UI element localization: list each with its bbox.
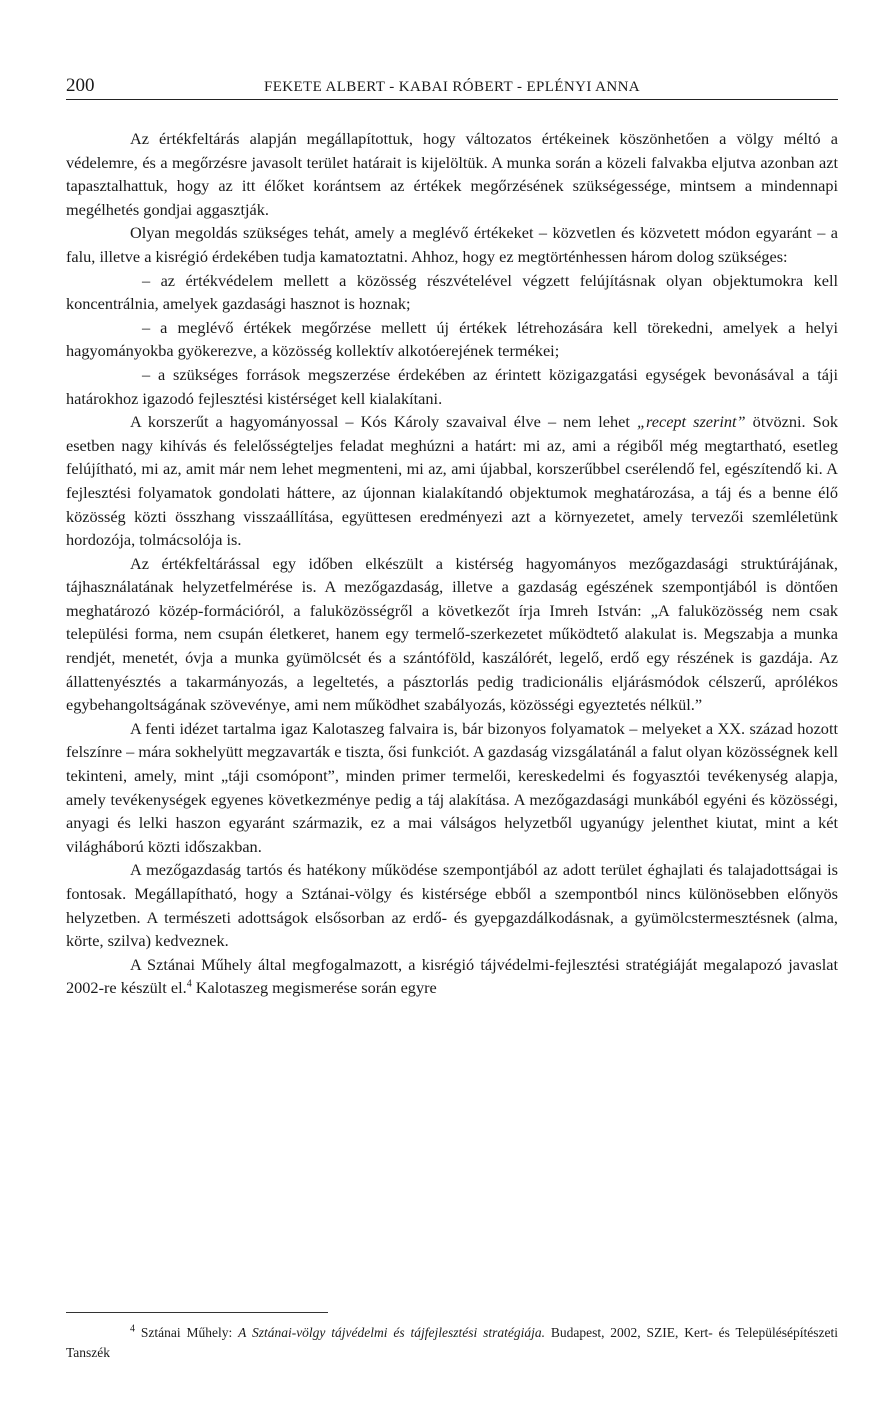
list-item: – a szükséges források megszerzése érdekében az érintett közigazgatási egységek bevonásával a táji határokhoz igazodó fejlesztési kistérséget kell kialakítani. [66,364,838,408]
footnote-divider [66,1312,328,1313]
paragraph [66,410,838,552]
paragraph: A fenti idézet tartalma igaz Kalotaszeg falvaira is, bár bizonyos folyamatok – melyeket a XX. század hozott felszínre – mára sokhelyütt megzavarták e tiszta, ősi funkciót. A gazdaság vizsgálatánál a falut olyan közösségnek kell tekinteni, amely, mint „táji csomópont”, minden primer termelői, kereskedelmi és fogyasztói tevékenység alapja, amely tevékenységek egyenes következménye pedig a táj alakítása. A mezőgazdasági munkából egyéni és közösségi, anyagi és lelki haszon egyaránt származik, ez a mai válságos helyzetből ugyanúgy jelenthet kiutat, mint a két világháború közti időszakban. [66,718,838,856]
footnote [66,1323,838,1363]
paragraph-text: ötvözni. Sok esetben nagy kihívás és felelősségteljes feladat meghúzni a határt: mi az, ami a régiből még megtartható, esetleg felújítható, mi az, amit már nem lehet megmenteni, mi az, ami újabbal, korszerűbbel cserélendő fel, egészítendő ki. A fejlesztési folyamatok gondolati háttere, az újonnan kialakítandó objektumok meghatározása, a táj és a benne élő közösség közti összhang visszaállítása, együttesen eredményezi azt a környezetet, amely tervezői szemléletünk hordozója, tolmácsolója is. [66,412,838,550]
paragraph: A mezőgazdaság tartós és hatékony működése szempontjából az adott terület éghajlati és talajadottságai is fontosak. Megállapítható, hogy a Sztánai-völgy és kistérsége ebből a szempontból nincs különösebben előnyös helyzetben. A természeti adottságok elsősorban az erdő- és gyepgazdálkodásnak, a gyümölcstermesztésnek (alma, körte, szilva) kedveznek. [66,860,838,951]
footnote-title: A Sztánai-völgy tájvédelmi és tájfejlesztési stratégiája. [238,1325,545,1340]
footnote-reference: 4 [186,978,192,990]
page-number: 200 [66,75,95,96]
paragraph: Olyan megoldás szükséges tehát, amely a meglévő értékeket – közvetlen és közvetett módon egyaránt – a falu, illetve a kisrégió érdekében tudja kamatoztatni. Ahhoz, hogy ez megtörténhessen három dolog szükséges: [66,223,838,266]
page-header [66,75,838,100]
paragraph-text: A Sztánai Műhely által megfogalmazott, a kisrégió tájvédelmi-fejlesztési stratégiáját megalapozó javaslat 2002-re készült el. [66,954,838,998]
paragraph-text: Kalotaszeg megismerése során egyre [191,978,437,998]
paragraph [66,953,838,1000]
list-item: – a meglévő értékek megőrzése mellett új értékek létrehozására kell törekedni, amelyek a helyi hagyományokba gyökerezve, a közösség kollektív alkotóerejének termékei; [66,317,838,361]
paragraph: Az értékfeltárás alapján megállapítottuk, hogy változatos értékeinek köszönhetően a völgy méltó a védelemre, és a megőrzésre javasolt terület határait is kijelöltük. A munka során a közeli falvakba eljutva azonban azt tapasztalhattuk, hogy az itt élőket korántsem az értékek megőrzésének szükségessége, mintsem a mindennapi megélhetés gondjai aggasztják. [66,129,838,219]
paragraph: Az értékfeltárással egy időben elkészült a kistérség hagyományos mezőgazdasági struktúrájának, tájhasználatának helyzetfelmérése is. A mezőgazdaság, illetve a gazdaság egészének szempontjából is döntően meghatározó közép-formációról, a faluközösségről a következőt írja Imreh István: „A faluközösség nem csak települési forma, nem csupán életkeret, hanem egy termelő-szerkezetet működtető alakulat is. Megszabja a munka rendjét, menetét, óvja a munka gyümölcsét és a szántóföld, kaszálórét, legelő, erdő egy részének is gazdája. Az állattenyésztés a takarmányozás, a legeltetés, a pásztorlás pedig tradicionális eljárásmódok célszerű, aprólékos egybehangoltságának szövevénye, ami nem működhet szabályozás, közösségi egyeztetés nélkül.” [66,553,838,715]
quoted-phrase: „recept szerint” [636,412,746,432]
footnote-source: Sztánai Műhely: [135,1325,239,1340]
list-item: – az értékvédelem mellett a közösség részvételével végzett felújításnak olyan objektumokra kell koncentrálnia, amelyek gazdasági hasznot is hoznak; [66,270,838,314]
footnote-publisher: Budapest, 2002, SZIE, Kert- és Településépítészeti Tanszék [66,1325,838,1360]
footnote-marker: 4 [130,1323,135,1335]
paragraph-text: A korszerűt a hagyományossal – Kós Károly szavaival élve – nem lehet [130,412,637,432]
running-head: FEKETE ALBERT - KABAI RÓBERT - EPLÉNYI ANNA [263,79,641,95]
body-text [66,127,838,1000]
footnote-text [66,1323,838,1363]
